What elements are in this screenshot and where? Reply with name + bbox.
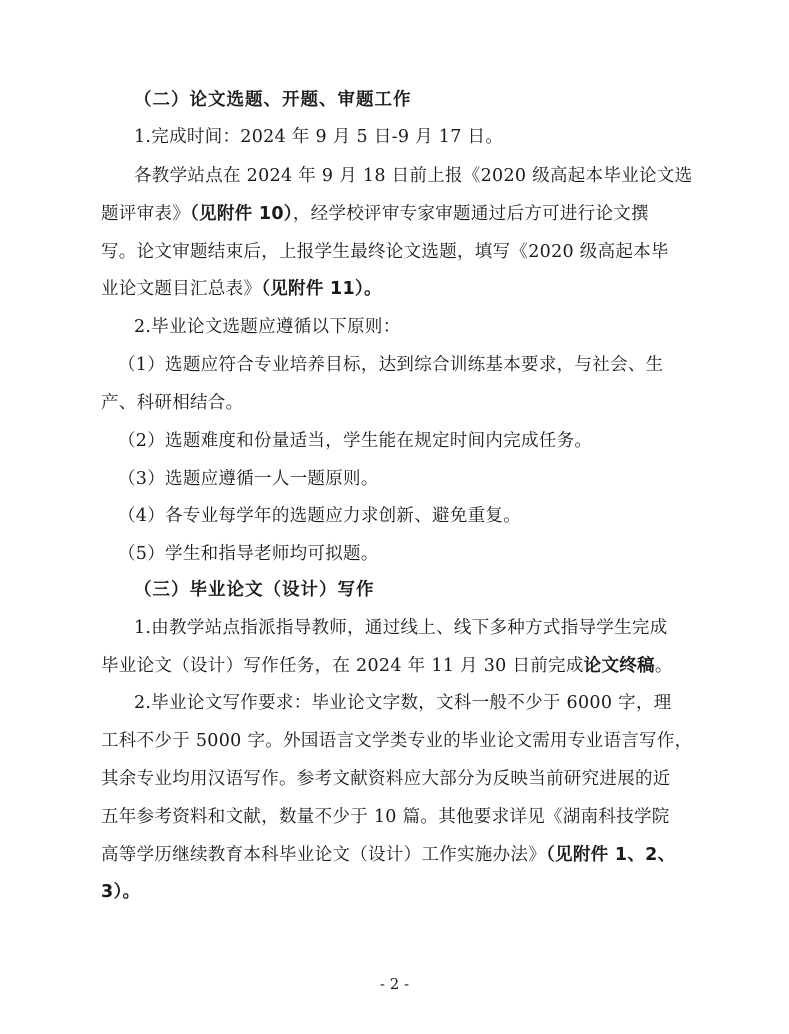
principle-4: （4）各专业每学年的选题应力求创新、避免重复。 (118, 506, 522, 526)
principle-1-continued: 产、科研相结合。 (101, 393, 244, 413)
paragraph-line: 2.毕业论文写作要求：毕业论文字数，文科一般不少于 6000 字，理 (134, 693, 672, 713)
paragraph-text: 毕业论文（设计）写作任务，在 2024 年 11 月 30 日前完成 (101, 656, 584, 676)
paragraph-text: 各教学站点在 2024 年 9 月 18 日前上报《2020 级高起本毕业论文选 (134, 166, 693, 186)
final-draft-emphasis: 论文终稿 (583, 656, 655, 676)
principle-2: （2）选题难度和份量适当，学生能在规定时间内完成任务。 (118, 431, 593, 451)
page-number: - 2 - (379, 975, 410, 993)
attachment-reference: （见附件 1、2、 (546, 845, 676, 865)
principle-1: （1）选题应符合专业培养目标，达到综合训练基本要求，与社会、生 (118, 355, 664, 375)
paragraph-line: 1.由教学站点指派指导教师，通过线上、线下多种方式指导学生完成 (134, 618, 668, 638)
section-heading-2: （二）论文选题、开题、审题工作 (134, 90, 412, 110)
attachment-reference: （见附件 10） (190, 204, 293, 224)
paragraph-line (101, 843, 675, 867)
paragraph-line: 其余专业均用汉语写作。参考文献资料应大部分为反映当前研究进展的近 (101, 769, 671, 789)
attachment-reference: （见附件 11）。 (261, 279, 382, 299)
principle-5: （5）学生和指导老师均可拟题。 (118, 544, 379, 564)
section-heading-3: （三）毕业论文（设计）写作 (134, 580, 375, 600)
paragraph-text: 高等学历继续教育本科毕业论文（设计）工作实施办法》 (101, 845, 546, 865)
paragraph-line (101, 277, 382, 301)
paragraph-text: 题评审表》 (101, 204, 190, 224)
principles-intro: 2.毕业论文选题应遵循以下原则： (134, 317, 401, 337)
completion-time: 1.完成时间：2024 年 9 月 5 日-9 月 17 日。 (134, 127, 504, 147)
principle-3: （3）选题应遵循一人一题原则。 (118, 469, 379, 489)
paragraph-line: 工科不少于 5000 字。外国语言文学类专业的毕业论文需用专业语言写作， (101, 731, 693, 751)
paragraph-line: 写。论文审题结束后，上报学生最终论文选题，填写《2020 级高起本毕 (101, 242, 669, 262)
paragraph-line (101, 654, 673, 678)
attachment-reference: 3）。 (101, 882, 141, 902)
paragraph-text: ，经学校评审专家审题通过后方可进行论文撰 (292, 204, 649, 224)
paragraph-line (134, 164, 693, 188)
paragraph-line (101, 202, 649, 226)
paragraph-text: 。 (654, 656, 673, 676)
paragraph-line: 五年参考资料和文献，数量不少于 10 篇。其他要求详见《湖南科技学院 (101, 807, 670, 827)
paragraph-text: 业论文题目汇总表》 (101, 279, 262, 299)
